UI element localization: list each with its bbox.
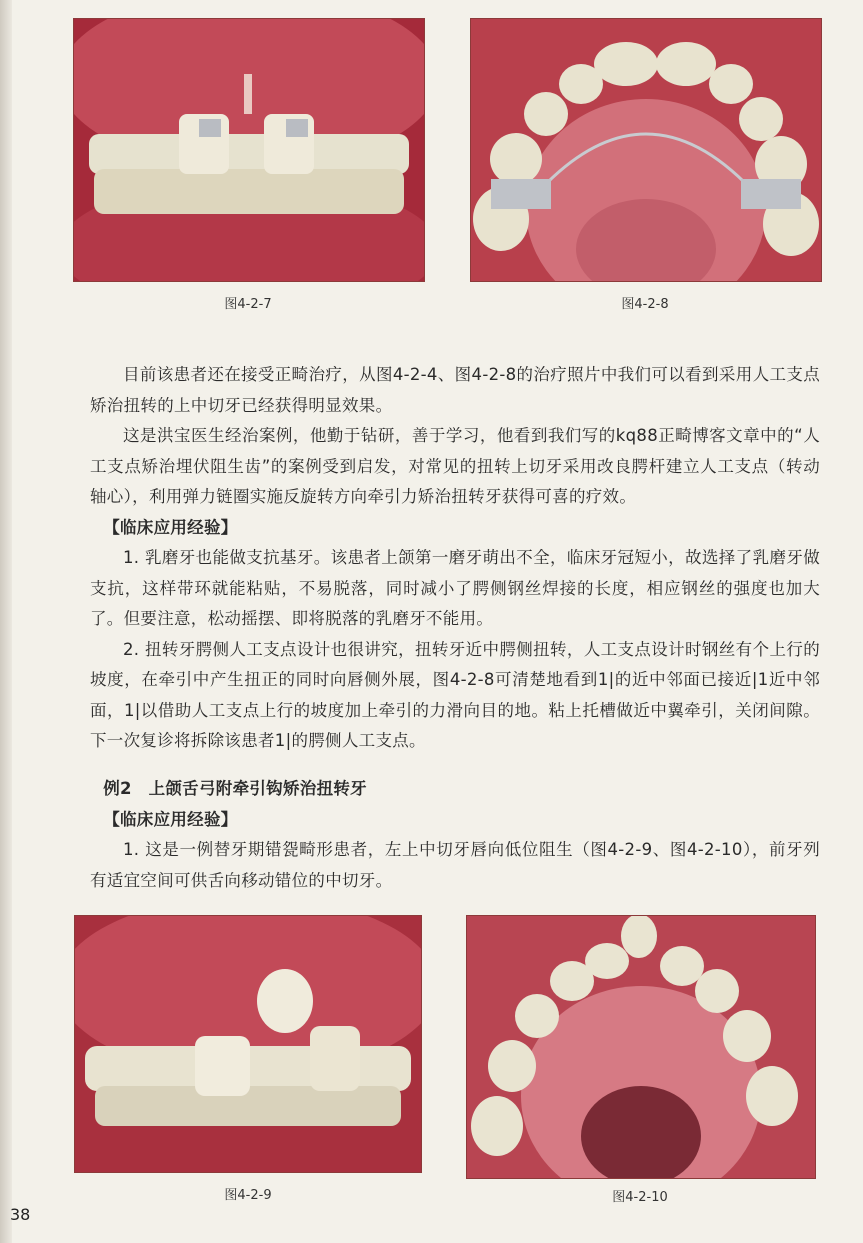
- photo-figure-4-2-10: [466, 915, 816, 1179]
- section-heading-clinical-experience: 【临床应用经验】: [103, 517, 238, 537]
- paragraph-4: 2. 扭转牙腭侧人工支点设计也很讲究，扭转牙近中腭侧扭转，人工支点设计时钢丝有个上行的坡度，在牵引中产生扭正的同时向唇侧外展，图4-2-8可清楚地看到1|的近中邻面已接近|1近中邻面，1|以借助人工支点上行的坡度加上牵引的力滑向目的地。粘上托槽做近中翼牵引，关闭间隙。下一次复诊将拆除该患者1|的腭侧人工支点。: [90, 639, 820, 750]
- body-text: [90, 360, 820, 757]
- paragraph-1: 目前该患者还在接受正畸治疗，从图4-2-4、图4-2-8的治疗照片中我们可以看到采用人工支点矫治扭转的上中切牙已经获得明显效果。: [90, 365, 820, 415]
- frontal-teeth-image: [74, 19, 424, 281]
- photo-figure-4-2-8: [470, 18, 822, 282]
- photo-figure-4-2-7: [73, 18, 425, 282]
- caption-figure-4-2-10: 图4-2-10: [612, 1190, 668, 1205]
- caption-figure-4-2-8: 图4-2-8: [621, 297, 669, 312]
- paragraph-2: 这是洪宝医生经治案例，他勤于钻研，善于学习，他看到我们写的kq88正畸博客文章中的“人工支点矫治埋伏阻生齿”的案例受到启发，对常见的扭转上切牙采用改良腭杆建立人工支点（转动轴心），利用弹力链圈实施反旋转方向牵引力矫治扭转牙获得可喜的疗效。: [90, 426, 820, 506]
- photo-figure-4-2-9: [74, 915, 422, 1173]
- example-2-paragraph-1: 1. 这是一例替牙期错㼝畸形患者，左上中切牙唇向低位阻生（图4-2-9、图4-2-10），前牙列有适宜空间可供舌向移动错位的中切牙。: [90, 840, 820, 890]
- caption-figure-4-2-7: 图4-2-7: [224, 297, 272, 312]
- example-2-text: [90, 774, 820, 896]
- caption-figure-4-2-9: 图4-2-9: [224, 1188, 272, 1203]
- page-number: 38: [10, 1205, 31, 1224]
- page-binding-edge: [0, 0, 12, 1243]
- palatal-arch-image: [467, 916, 815, 1178]
- example-2-title: 例2 上颌舌弓附牵引钩矫治扭转牙: [103, 779, 367, 798]
- frontal-misplaced-incisor-image: [75, 916, 421, 1172]
- paragraph-3: 1. 乳磨牙也能做支抗基牙。该患者上颌第一磨牙萌出不全，临床牙冠短小，故选择了乳磨牙做支抗，这样带环就能粘贴，不易脱落，同时减小了腭侧钢丝焊接的长度，相应钢丝的强度也加大了。但要注意，松动摇摆、即将脱落的乳磨牙不能用。: [90, 548, 820, 628]
- example-2-heading: 【临床应用经验】: [103, 809, 238, 829]
- palatal-appliance-image: [471, 19, 821, 281]
